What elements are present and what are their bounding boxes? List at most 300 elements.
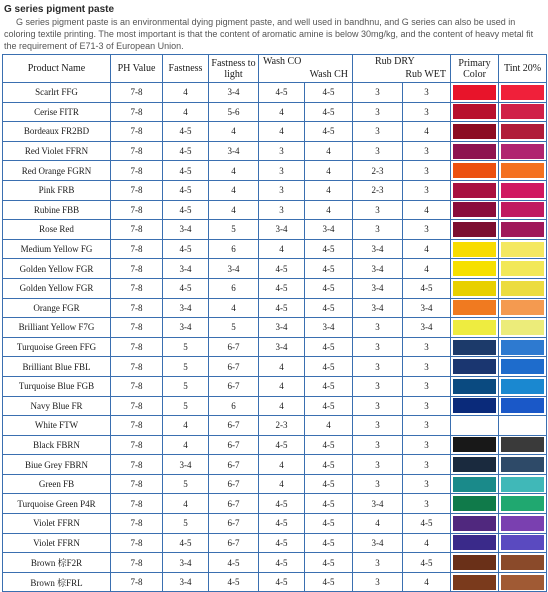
light-fastness-cell: 3-4 [209,259,259,279]
table-header-row [3,55,547,83]
light-fastness-cell: 6-7 [209,376,259,396]
tint-color-swatch [501,340,544,355]
wash-ch-cell: 3-4 [305,220,353,240]
tint-color-cell [499,572,547,592]
primary-color-cell [451,376,499,396]
wash-co-cell: 4-5 [259,298,305,318]
tint-color-cell [499,357,547,377]
tint-color-cell [499,278,547,298]
rub-dry-cell: 3-4 [353,533,403,553]
wash-co-cell: 4-5 [259,553,305,573]
rub-wet-cell: 3 [403,396,451,416]
fastness-cell: 3-4 [163,220,209,240]
rub-wet-cell: 3 [403,83,451,103]
tint-color-cell [499,455,547,475]
light-fastness-cell: 6-7 [209,474,259,494]
rub-dry-cell: 3-4 [353,494,403,514]
product-name-cell: Rose Red [3,220,111,240]
tint-color-cell [499,514,547,534]
primary-color-swatch [453,281,496,296]
table-row [3,200,547,220]
tint-color-swatch [501,300,544,315]
rub-wet-cell: 4 [403,200,451,220]
wash-ch-cell: 4-5 [305,83,353,103]
light-fastness-cell: 3-4 [209,83,259,103]
primary-color-swatch [453,261,496,276]
page-title: G series pigment paste [4,4,115,15]
tint-color-cell [499,259,547,279]
product-name-cell: Golden Yellow FGR [3,259,111,279]
rub-wet-cell: 3 [403,474,451,494]
fastness-cell: 4 [163,494,209,514]
table-row [3,102,547,122]
product-name-cell: Violet FFRN [3,533,111,553]
tint-color-swatch [501,320,544,335]
wash-ch-cell: 4-5 [305,376,353,396]
fastness-cell: 4-5 [163,239,209,259]
col-tint-20: Tint 20% [499,55,547,83]
rub-dry-cell: 3 [353,122,403,142]
rub-wet-cell: 3 [403,220,451,240]
fastness-cell: 5 [163,337,209,357]
ph-value-cell: 7-8 [111,180,163,200]
tint-color-cell [499,474,547,494]
ph-value-cell: 7-8 [111,161,163,181]
light-fastness-cell: 6-7 [209,455,259,475]
primary-color-swatch [453,496,496,511]
fastness-cell: 4-5 [163,161,209,181]
primary-color-cell [451,161,499,181]
light-fastness-cell: 4 [209,298,259,318]
primary-color-cell [451,141,499,161]
light-fastness-cell: 5 [209,220,259,240]
primary-color-cell [451,180,499,200]
ph-value-cell: 7-8 [111,494,163,514]
wash-co-cell: 3-4 [259,318,305,338]
rub-wet-cell: 3 [403,141,451,161]
ph-value-cell: 7-8 [111,455,163,475]
primary-color-swatch [453,555,496,570]
primary-color-cell [451,474,499,494]
rub-dry-cell: 2-3 [353,161,403,181]
tint-color-cell [499,200,547,220]
tint-color-swatch [501,379,544,394]
ph-value-cell: 7-8 [111,474,163,494]
col-wash [259,55,353,83]
wash-ch-cell: 4-5 [305,572,353,592]
product-name-cell: Medium Yellow FG [3,239,111,259]
rub-dry-cell: 3 [353,83,403,103]
ph-value-cell: 7-8 [111,553,163,573]
col-rub-wet: Rub WET [405,69,447,80]
table-row [3,278,547,298]
col-fastness-to-light: Fastness to light [209,55,259,83]
fastness-cell: 5 [163,514,209,534]
rub-dry-cell: 3 [353,102,403,122]
product-name-cell: Red Orange FGRN [3,161,111,181]
table-row [3,239,547,259]
table-row [3,180,547,200]
fastness-cell: 5 [163,357,209,377]
ph-value-cell: 7-8 [111,357,163,377]
fastness-cell: 4 [163,102,209,122]
wash-ch-cell: 4-5 [305,514,353,534]
tint-color-swatch [501,104,544,119]
rub-dry-cell: 3 [353,435,403,455]
tint-color-swatch [501,202,544,217]
fastness-cell: 4-5 [163,180,209,200]
col-product-name: Product Name [3,55,111,83]
rub-dry-cell: 3-4 [353,278,403,298]
primary-color-cell [451,533,499,553]
tint-color-swatch [501,575,544,590]
pigment-table [2,54,547,592]
wash-co-cell: 4 [259,357,305,377]
primary-color-swatch [453,104,496,119]
primary-color-cell [451,298,499,318]
fastness-cell: 5 [163,376,209,396]
primary-color-cell [451,416,499,436]
ph-value-cell: 7-8 [111,239,163,259]
fastness-cell: 3-4 [163,298,209,318]
product-name-cell: Golden Yellow FGR [3,278,111,298]
rub-dry-cell: 3 [353,376,403,396]
primary-color-cell [451,494,499,514]
ph-value-cell: 7-8 [111,376,163,396]
ph-value-cell: 7-8 [111,278,163,298]
tint-color-cell [499,337,547,357]
wash-co-cell: 3 [259,180,305,200]
primary-color-swatch [453,222,496,237]
wash-co-cell: 3-4 [259,220,305,240]
tint-color-cell [499,318,547,338]
rub-wet-cell: 3-4 [403,298,451,318]
ph-value-cell: 7-8 [111,220,163,240]
tint-color-cell [499,141,547,161]
table-row [3,220,547,240]
table-row [3,83,547,103]
primary-color-cell [451,514,499,534]
product-name-cell: Biue Grey FBRN [3,455,111,475]
tint-color-swatch [501,418,544,433]
ph-value-cell: 7-8 [111,200,163,220]
light-fastness-cell: 6-7 [209,533,259,553]
ph-value-cell: 7-8 [111,416,163,436]
light-fastness-cell: 6-7 [209,435,259,455]
page-description: G series pigment paste is an environmental dying pigment paste, and well used in bandhnu, and G series can also be used in coloring textile printing. The most important is that the content of aromatic amine is below 30mg/kg, and the content of heavy metal fit the requirement of E71-3 of European Union. [4,17,534,51]
wash-co-cell: 3-4 [259,337,305,357]
col-primary-color: Primary Color [451,55,499,83]
rub-wet-cell: 4-5 [403,278,451,298]
wash-co-cell: 4-5 [259,83,305,103]
primary-color-swatch [453,144,496,159]
primary-color-cell [451,572,499,592]
rub-wet-cell: 3 [403,102,451,122]
primary-color-cell [451,200,499,220]
light-fastness-cell: 3-4 [209,141,259,161]
product-name-cell: Rubine FBB [3,200,111,220]
fastness-cell: 4-5 [163,278,209,298]
fastness-cell: 4-5 [163,200,209,220]
wash-ch-cell: 4-5 [305,122,353,142]
ph-value-cell: 7-8 [111,122,163,142]
rub-dry-cell: 3 [353,337,403,357]
primary-color-swatch [453,535,496,550]
fastness-cell: 4 [163,416,209,436]
primary-color-swatch [453,359,496,374]
ph-value-cell: 7-8 [111,396,163,416]
tint-color-swatch [501,457,544,472]
rub-dry-cell: 3 [353,318,403,338]
rub-dry-cell: 2-3 [353,180,403,200]
wash-ch-cell: 4-5 [305,278,353,298]
primary-color-cell [451,318,499,338]
tint-color-swatch [501,496,544,511]
tint-color-cell [499,239,547,259]
primary-color-swatch [453,457,496,472]
rub-wet-cell: 4-5 [403,514,451,534]
light-fastness-cell: 6 [209,396,259,416]
rub-wet-cell: 4 [403,239,451,259]
primary-color-swatch [453,379,496,394]
wash-ch-cell: 4-5 [305,357,353,377]
table-row [3,259,547,279]
table-row [3,494,547,514]
fastness-cell: 3-4 [163,455,209,475]
light-fastness-cell: 6-7 [209,357,259,377]
product-name-cell: Brilliant Blue FBL [3,357,111,377]
tint-color-swatch [501,281,544,296]
wash-co-cell: 3 [259,141,305,161]
product-name-cell: Violet FFRN [3,514,111,534]
tint-color-swatch [501,222,544,237]
tint-color-swatch [501,183,544,198]
primary-color-cell [451,83,499,103]
rub-dry-cell: 3 [353,455,403,475]
wash-co-cell: 4-5 [259,514,305,534]
rub-wet-cell: 4 [403,572,451,592]
primary-color-cell [451,396,499,416]
wash-co-cell: 4-5 [259,259,305,279]
rub-dry-cell: 3-4 [353,239,403,259]
primary-color-swatch [453,202,496,217]
wash-ch-cell: 4-5 [305,396,353,416]
tint-color-cell [499,102,547,122]
light-fastness-cell: 5 [209,318,259,338]
rub-wet-cell: 4 [403,122,451,142]
table-row [3,553,547,573]
fastness-cell: 4-5 [163,122,209,142]
rub-wet-cell: 3-4 [403,318,451,338]
col-wash-co: Wash CO [263,56,302,67]
ph-value-cell: 7-8 [111,83,163,103]
tint-color-cell [499,435,547,455]
product-name-cell: Turquoise Green P4R [3,494,111,514]
rub-dry-cell: 3 [353,416,403,436]
wash-co-cell: 2-3 [259,416,305,436]
product-name-cell: Orange FGR [3,298,111,318]
wash-co-cell: 4-5 [259,435,305,455]
ph-value-cell: 7-8 [111,141,163,161]
fastness-cell: 4 [163,83,209,103]
product-name-cell: Navy Blue FR [3,396,111,416]
table-row [3,122,547,142]
rub-dry-cell: 3-4 [353,259,403,279]
light-fastness-cell: 6-7 [209,514,259,534]
ph-value-cell: 7-8 [111,318,163,338]
tint-color-cell [499,161,547,181]
tint-color-swatch [501,437,544,452]
tint-color-swatch [501,242,544,257]
tint-color-swatch [501,477,544,492]
wash-ch-cell: 4-5 [305,455,353,475]
wash-ch-cell: 4-5 [305,298,353,318]
primary-color-swatch [453,124,496,139]
wash-ch-cell: 4-5 [305,533,353,553]
light-fastness-cell: 4 [209,180,259,200]
product-name-cell: Black FBRN [3,435,111,455]
product-name-cell: Cerise FITR [3,102,111,122]
product-name-cell: Turquoise Blue FGB [3,376,111,396]
tint-color-swatch [501,85,544,100]
tint-color-cell [499,220,547,240]
table-row [3,416,547,436]
primary-color-swatch [453,575,496,590]
product-name-cell: Red Violet FFRN [3,141,111,161]
primary-color-cell [451,122,499,142]
tint-color-cell [499,533,547,553]
tint-color-cell [499,122,547,142]
tint-color-swatch [501,163,544,178]
col-fastness: Fastness [163,55,209,83]
primary-color-swatch [453,516,496,531]
wash-co-cell: 4 [259,396,305,416]
product-name-cell: Pink FRB [3,180,111,200]
primary-color-cell [451,337,499,357]
product-name-cell: Brilliant Yellow F7G [3,318,111,338]
wash-ch-cell: 4-5 [305,435,353,455]
tint-color-cell [499,180,547,200]
light-fastness-cell: 4-5 [209,572,259,592]
product-name-cell: Brown 棕FRL [3,572,111,592]
table-row [3,298,547,318]
primary-color-cell [451,259,499,279]
wash-ch-cell: 4-5 [305,239,353,259]
table-row [3,141,547,161]
rub-wet-cell: 3 [403,357,451,377]
light-fastness-cell: 6-7 [209,494,259,514]
ph-value-cell: 7-8 [111,298,163,318]
tint-color-cell [499,298,547,318]
wash-ch-cell: 4-5 [305,102,353,122]
tint-color-swatch [501,124,544,139]
tint-color-cell [499,396,547,416]
tint-color-swatch [501,144,544,159]
fastness-cell: 3-4 [163,318,209,338]
rub-dry-cell: 3 [353,200,403,220]
light-fastness-cell: 4 [209,161,259,181]
rub-dry-cell: 3 [353,220,403,240]
primary-color-swatch [453,242,496,257]
tint-color-cell [499,376,547,396]
ph-value-cell: 7-8 [111,259,163,279]
light-fastness-cell: 4-5 [209,553,259,573]
fastness-cell: 3-4 [163,572,209,592]
rub-wet-cell: 3 [403,161,451,181]
rub-dry-cell: 3 [353,357,403,377]
wash-co-cell: 3 [259,161,305,181]
rub-dry-cell: 3 [353,396,403,416]
table-row [3,514,547,534]
primary-color-cell [451,239,499,259]
light-fastness-cell: 6 [209,239,259,259]
table-row [3,533,547,553]
wash-co-cell: 4-5 [259,278,305,298]
primary-color-swatch [453,437,496,452]
rub-dry-cell: 4 [353,514,403,534]
light-fastness-cell: 6-7 [209,416,259,436]
rub-dry-cell: 3 [353,553,403,573]
rub-wet-cell: 3 [403,337,451,357]
table-row [3,435,547,455]
tint-color-swatch [501,516,544,531]
rub-dry-cell: 3 [353,474,403,494]
ph-value-cell: 7-8 [111,337,163,357]
tint-color-cell [499,553,547,573]
product-name-cell: Brown 棕F2R [3,553,111,573]
wash-ch-cell: 4-5 [305,553,353,573]
table-row [3,161,547,181]
table-row [3,572,547,592]
rub-dry-cell: 3 [353,141,403,161]
wash-co-cell: 4 [259,122,305,142]
primary-color-cell [451,455,499,475]
tint-color-cell [499,83,547,103]
table-row [3,396,547,416]
fastness-cell: 4 [163,435,209,455]
light-fastness-cell: 6-7 [209,337,259,357]
tint-color-swatch [501,359,544,374]
wash-ch-cell: 4 [305,180,353,200]
product-name-cell: Green FB [3,474,111,494]
primary-color-swatch [453,163,496,178]
primary-color-cell [451,102,499,122]
table-row [3,455,547,475]
wash-co-cell: 4-5 [259,572,305,592]
rub-wet-cell: 3 [403,494,451,514]
ph-value-cell: 7-8 [111,533,163,553]
light-fastness-cell: 4 [209,200,259,220]
wash-ch-cell: 4 [305,416,353,436]
wash-co-cell: 4 [259,474,305,494]
table-row [3,318,547,338]
col-rub [353,55,451,83]
tint-color-cell [499,494,547,514]
rub-wet-cell: 4 [403,533,451,553]
rub-wet-cell: 3 [403,416,451,436]
rub-dry-cell: 3-4 [353,298,403,318]
ph-value-cell: 7-8 [111,572,163,592]
wash-ch-cell: 4 [305,161,353,181]
primary-color-swatch [453,183,496,198]
tint-color-cell [499,416,547,436]
rub-wet-cell: 3 [403,376,451,396]
ph-value-cell: 7-8 [111,435,163,455]
wash-co-cell: 4 [259,239,305,259]
product-name-cell: Scarlrt FFG [3,83,111,103]
wash-ch-cell: 4-5 [305,474,353,494]
wash-ch-cell: 4-5 [305,337,353,357]
